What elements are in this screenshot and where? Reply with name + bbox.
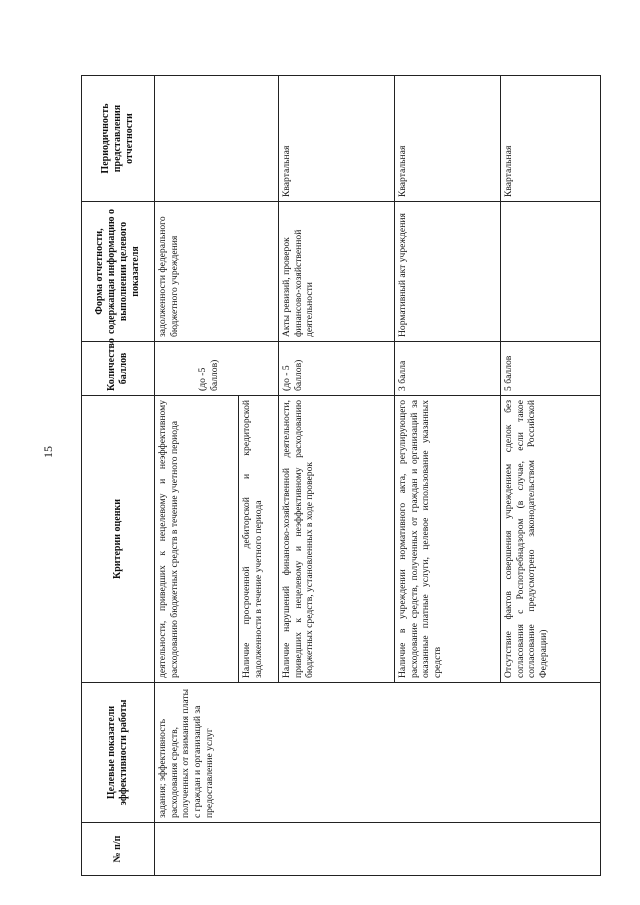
- report-form-cell: [501, 202, 601, 342]
- page-number: 15: [41, 446, 55, 458]
- report-form-cell: Нормативный акт учреждения: [395, 202, 501, 342]
- criteria-cell: Наличие нарушений финансово-хозяйственной деятельности, приведших к нецелевому и неэффективному расходованию бюджетных средств, установленных в ходе проверок: [279, 396, 395, 683]
- criteria-cell: Отсутствие фактов совершения учреждением сделок без согласования с Роспотребнадзором (в случае, если такое согласование предусмотрено законодательством Российской Федерации): [501, 396, 601, 683]
- target-indicator-cell: задания; эффективность расходования средств, полученных от взимания платы с граждан и организаций за предоставление услуг: [155, 683, 601, 823]
- criteria-cell: деятельности, приведших к нецелевому и неэффективному расходованию бюджетных средств в течение учетного периода: [155, 396, 239, 683]
- score-cell: 5 баллов: [501, 342, 601, 396]
- periodicity-cell: [155, 76, 279, 202]
- report-form-cell: задолженности федерального бюджетного учреждения: [155, 202, 279, 342]
- criteria-table-wrapper: [81, 76, 601, 876]
- table-header-row: [82, 76, 155, 876]
- header-num: № п/п: [82, 823, 155, 876]
- criteria-cell: Наличие просроченной дебиторской и кредиторской задолженности в течение учетного периода: [239, 396, 279, 683]
- periodicity-cell: Квартальная: [501, 76, 601, 202]
- periodicity-cell: Квартальная: [395, 76, 501, 202]
- table-row: [155, 76, 239, 876]
- score-cell: (до - 5 баллов): [279, 342, 395, 396]
- score-value: (до -5 баллов): [197, 359, 220, 391]
- header-score: Количество баллов: [82, 342, 155, 396]
- score-cell: 3 балла: [395, 342, 501, 396]
- periodicity-cell: Квартальная: [279, 76, 395, 202]
- criteria-cell: Наличие в учреждении нормативного акта, регулирующего расходование средств, полученных от граждан и организаций за оказанные платные услуги, целевое использование указанных средств: [395, 396, 501, 683]
- row-number-cell: [155, 823, 601, 876]
- header-form: Форма отчетности, содержащая информацию о выполнении целевого показателя: [82, 202, 155, 342]
- header-target: Целевые показатели эффективности работы: [82, 683, 155, 823]
- header-criteria: Критерии оценки: [82, 396, 155, 683]
- report-form-cell: Акты ревизий, проверок финансово-хозяйственной деятельности: [279, 202, 395, 342]
- score-cell: [155, 342, 279, 396]
- criteria-table: [81, 75, 601, 876]
- header-period: Периодичность представления отчетности: [82, 76, 155, 202]
